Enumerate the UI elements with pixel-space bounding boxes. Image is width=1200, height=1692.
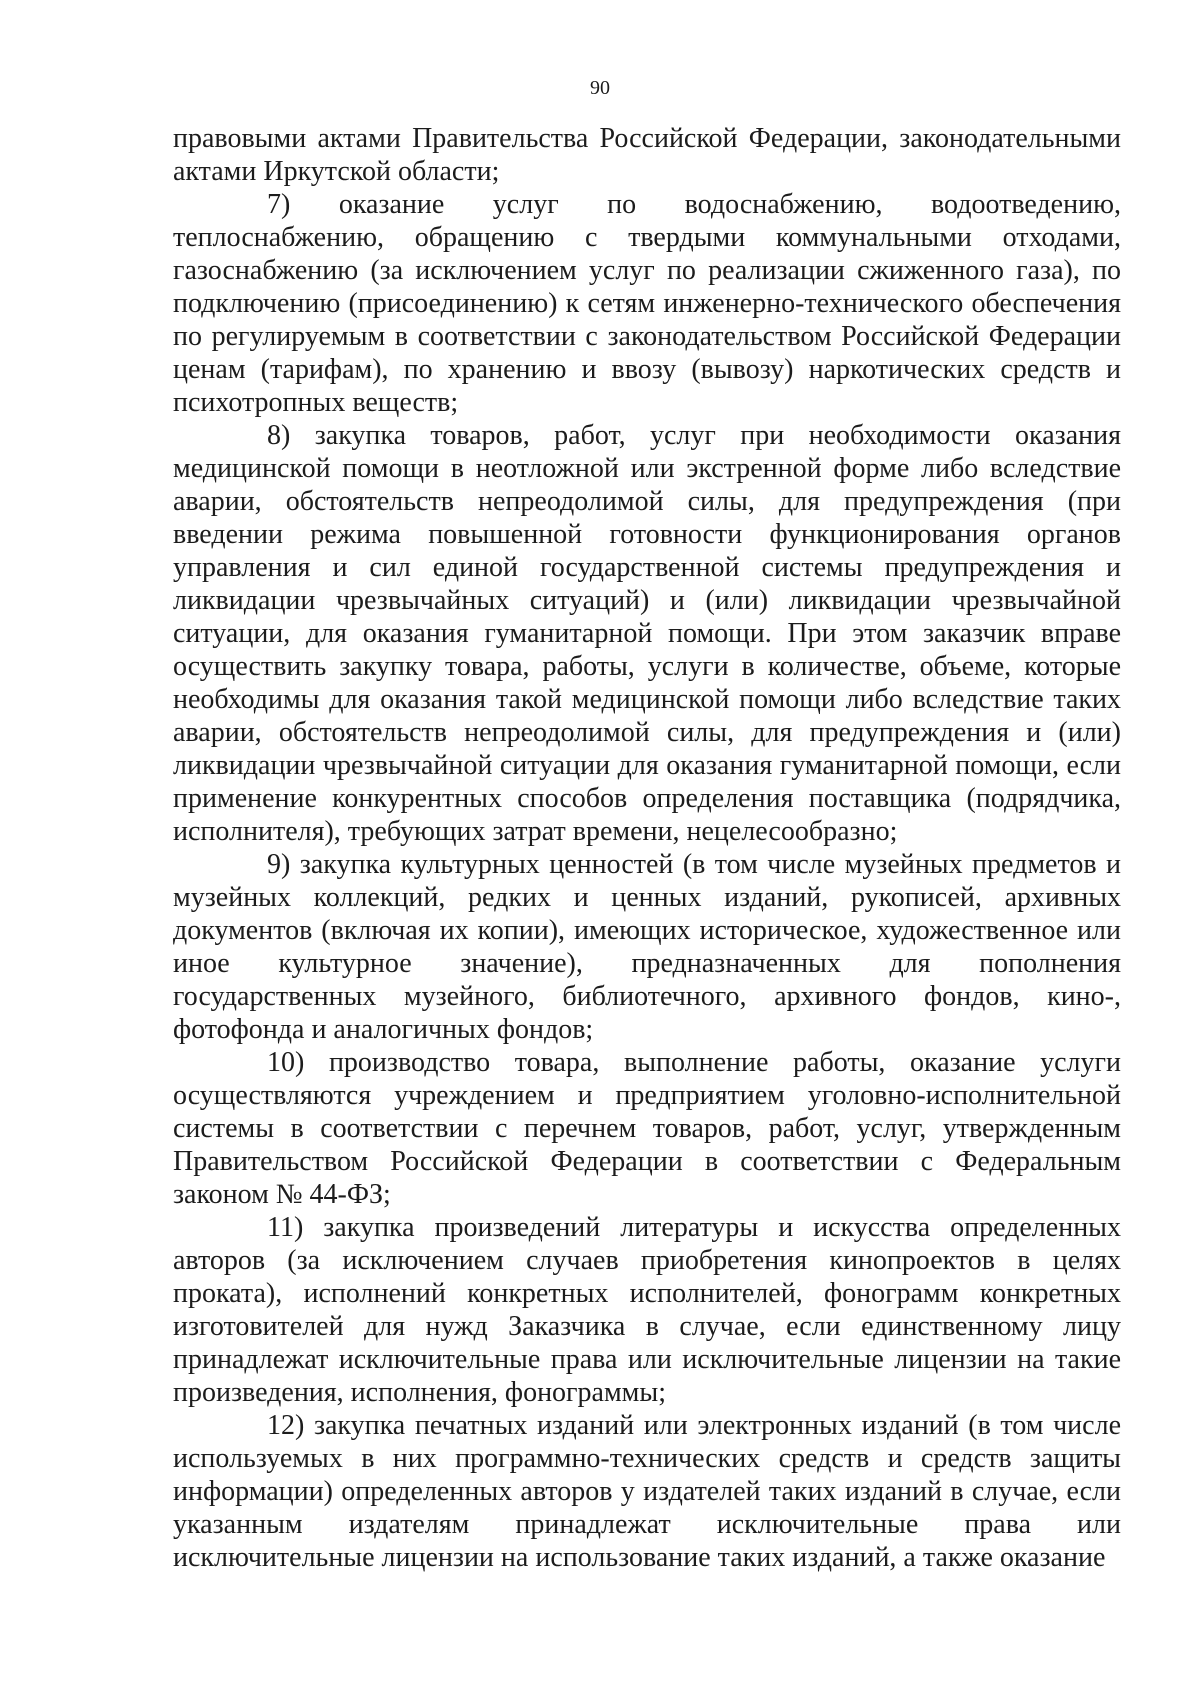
paragraph-continuation: правовыми актами Правительства Российской Федерации, законодательными актами Иркутской области; [173,123,1121,187]
page-number: 90 [590,77,610,99]
paragraph-item-7: 7) оказание услуг по водоснабжению, водоотведению, теплоснабжению, обращению с твердыми коммунальными отходами, газоснабжению (за исключением услуг по реализации сжиженного газа), по подключению (присоединению) к сетям инженерно-технического обеспечения по регулируемым в соответствии с законодательством Российской Федерации ценам (тарифам), по хранению и ввозу (вывозу) наркотических средств и психотропных веществ; [173,189,1121,418]
paragraph-item-11: 11) закупка произведений литературы и искусства определенных авторов (за исключением случаев приобретения кинопроектов в целях проката), исполнений конкретных исполнителей, фонограмм конкретных изготовителей для нужд Заказчика в случае, если единственному лицу принадлежат исключительные права или исключительные лицензии на такие произведения, исполнения, фонограммы; [173,1212,1121,1408]
paragraph-item-12: 12) закупка печатных изданий или электронных изданий (в том числе используемых в них программно-технических средств и средств защиты информации) определенных авторов у издателей таких изданий в случае, если указанным издателям принадлежат исключительные права или исключительные лицензии на использование таких изданий, а также оказание [173,1410,1121,1573]
paragraph-item-8: 8) закупка товаров, работ, услуг при необходимости оказания медицинской помощи в неотложной или экстренной форме либо вследствие аварии, обстоятельств непреодолимой силы, для предупреждения (при введении режима повышенной готовности функционирования органов управления и сил единой государственной системы предупреждения и ликвидации чрезвычайных ситуаций) и (или) ликвидации чрезвычайной ситуации, для оказания гуманитарной помощи. При этом заказчик вправе осуществить закупку товара, работы, услуги в количестве, объеме, которые необходимы для оказания такой медицинской помощи либо вследствие таких аварии, обстоятельств непреодолимой силы, для предупреждения и (или) ликвидации чрезвычайной ситуации для оказания гуманитарной помощи, если применение конкурентных способов определения поставщика (подрядчика, исполнителя), требующих затрат времени, нецелесообразно; [173,420,1121,847]
paragraph-item-10: 10) производство товара, выполнение работы, оказание услуги осуществляются учреждением и предприятием уголовно-исполнительной системы в соответствии с перечнем товаров, работ, услуг, утвержденным Правительством Российской Федерации в соответствии с Федеральным законом № 44-ФЗ; [173,1047,1121,1210]
document-body [173,122,1121,1574]
paragraph-item-9: 9) закупка культурных ценностей (в том числе музейных предметов и музейных коллекций, редких и ценных изданий, рукописей, архивных документов (включая их копии), имеющих историческое, художественное или иное культурное значение), предназначенных для пополнения государственных музейного, библиотечного, архивного фондов, кино-, фотофонда и аналогичных фондов; [173,849,1121,1045]
